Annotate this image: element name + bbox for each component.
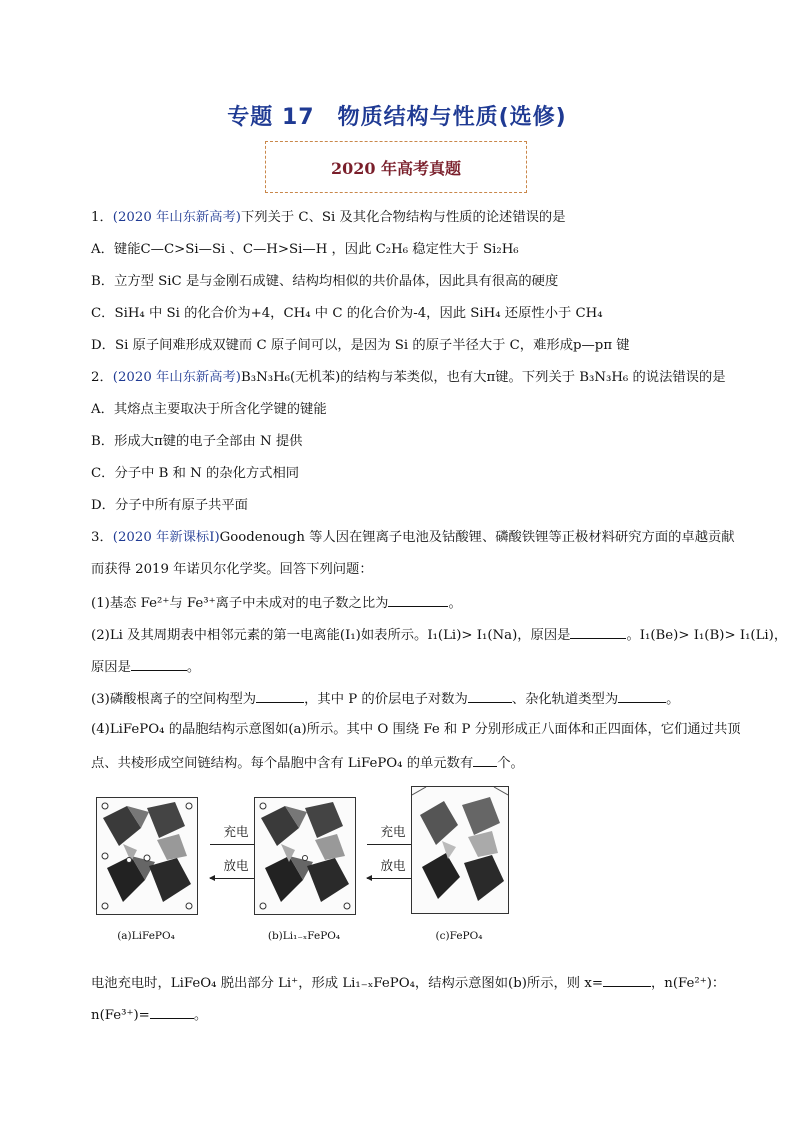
q3-part1: (1)基态 Fe²⁺与 Fe³⁺离子中未成对的电子数之比为 。 <box>91 592 731 614</box>
q3-part3: (3)磷酸根离子的空间构型为 ，其中 P 的价层电子对数为 、杂化轨道类型为 。 <box>91 688 731 710</box>
answer-blank[interactable] <box>388 592 448 607</box>
q2-stem: 2．(2020 年山东新高考)B₃N₃H₆(无机苯)的结构与苯类似，也有大π键。下列关于 B₃N₃H₆ 的说法错误的是 <box>91 370 726 385</box>
crystal-b-image <box>254 797 356 915</box>
q3-part5: 电池充电时，LiFeO₄ 脱出部分 Li⁺，形成 Li₁₋ₓFePO₄，结构示意图如(b)所示，则 x= ，n(Fe²⁺)： <box>91 972 731 994</box>
q1-option-d: D．Si 原子间难形成双键而 C 原子间可以，是因为 Si 的原子半径大于 C，难形成p—pπ 键 <box>91 338 630 353</box>
q3-part4-cont: 点、共棱形成空间链结构。每个晶胞中含有 LiFePO₄ 的单元数有 个。 <box>91 752 731 774</box>
caption-a: (a)LiFePO₄ <box>117 930 175 942</box>
q2-option-c: C．分子中 B 和 N 的杂化方式相同 <box>91 466 300 481</box>
answer-blank[interactable] <box>256 688 304 703</box>
answer-blank[interactable] <box>618 688 666 703</box>
q1-stem: 1．(2020 年山东新高考)下列关于 C、Si 及其化合物结构与性质的论述错误的是 <box>91 210 566 225</box>
answer-blank[interactable] <box>603 972 651 987</box>
q3-part4: (4)LiFePO₄ 的晶胞结构示意图如(a)所示。其中 O 围绕 Fe 和 P 分别形成正八面体和正四面体，它们通过共顶 <box>91 722 741 737</box>
q3-source: (2020 年新课标Ⅰ) <box>112 530 220 545</box>
answer-blank[interactable] <box>468 688 512 703</box>
q3-stem-cont: 而获得 2019 年诺贝尔化学奖。回答下列问题： <box>91 562 373 577</box>
charge-label: 充电 <box>223 824 249 839</box>
q3-part2: (2)Li 及其周期表中相邻元素的第一电离能(I₁)如表所示。I₁(Li)> I₁(Na)，原因是 。I₁(Be)> I₁(B)> I₁(Li)， <box>91 624 731 646</box>
caption-c: (c)FePO₄ <box>435 930 483 942</box>
q3-part5-cont: n(Fe³⁺)= 。 <box>91 1004 731 1026</box>
caption-b: (b)Li₁₋ₓFePO₄ <box>267 930 341 942</box>
page-title: 专题 17 物质结构与性质(选修) <box>227 105 567 130</box>
discharge-label: 放电 <box>223 858 249 873</box>
section-heading-box <box>265 141 527 193</box>
section-heading: 2020 年高考真题 <box>330 158 462 178</box>
crystal-c-image <box>411 786 509 914</box>
q2-source: (2020 年山东新高考) <box>112 370 241 385</box>
crystal-structure-figure <box>91 792 511 952</box>
answer-blank[interactable] <box>570 624 626 639</box>
answer-blank[interactable] <box>150 1004 194 1019</box>
q1-option-a: A．键能C—C>Si—Si 、C—H>Si—H ，因此 C₂H₆ 稳定性大于 Si₂H₆ <box>91 242 519 257</box>
charge-label: 充电 <box>380 824 406 839</box>
q1-option-b: B．立方型 SiC 是与金刚石成键、结构均相似的共价晶体，因此具有很高的硬度 <box>91 274 559 289</box>
answer-blank[interactable] <box>473 752 497 767</box>
q3-part2-cont: 原因是 。 <box>91 656 731 678</box>
crystal-a-image <box>96 797 198 915</box>
q2-option-a: A．其熔点主要取决于所含化学键的键能 <box>91 402 327 417</box>
answer-blank[interactable] <box>131 656 187 671</box>
q1-option-c: C．SiH₄ 中 Si 的化合价为+4，CH₄ 中 C 的化合价为-4，因此 SiH₄ 还原性小于 CH₄ <box>91 306 603 321</box>
discharge-label: 放电 <box>380 858 406 873</box>
q3-stem: 3．(2020 年新课标Ⅰ)Goodenough 等人因在锂离子电池及钴酸锂、磷酸铁锂等正极材料研究方面的卓越贡献 <box>91 530 735 545</box>
q2-option-d: D．分子中所有原子共平面 <box>91 498 248 513</box>
q1-source: (2020 年山东新高考) <box>112 210 241 225</box>
q2-option-b: B．形成大π键的电子全部由 N 提供 <box>91 434 303 449</box>
